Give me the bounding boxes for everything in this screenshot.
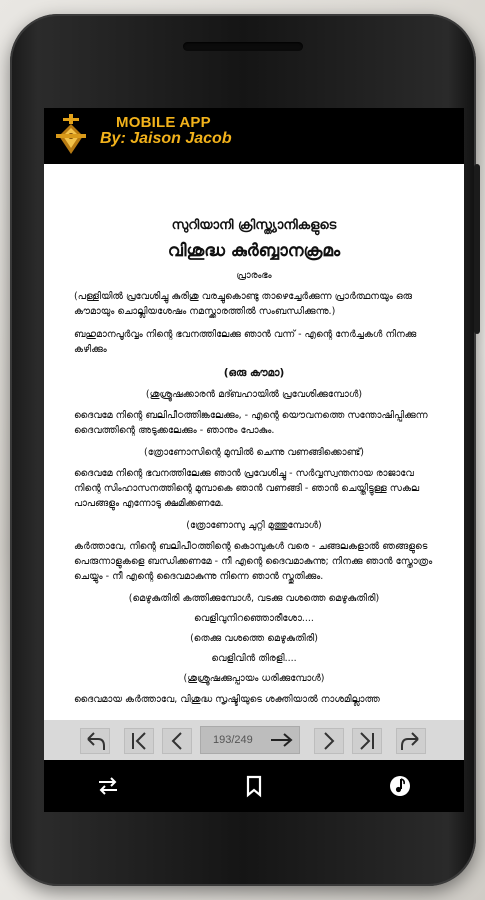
first-page-icon <box>125 729 153 753</box>
rubric-text: (ത്രോണോസു ചുറ്റി മുത്തുമ്പോൾ) <box>186 520 322 531</box>
previous-page-button[interactable] <box>162 728 192 754</box>
section-heading: പ്രാരംഭം <box>236 270 272 281</box>
next-page-icon <box>315 729 343 753</box>
section-heading: (ഒരു കൗമാ) <box>223 367 285 379</box>
go-arrow-icon[interactable] <box>269 731 295 749</box>
prayer-text: ബഹുമാനപൂർവ്വം നിന്റെ ഭവനത്തിലേക്കു ഞാൻ വന്ന് - എന്റെ നേർച്ചകൾ നിനക്കു കഴിക്കും <box>74 329 417 355</box>
previous-page-icon <box>163 729 191 753</box>
app-header <box>44 108 464 162</box>
undo-button[interactable] <box>80 728 110 754</box>
document-subtitle: സുറിയാനി ക്രിസ്ത്യാനികളുടെ <box>171 218 337 233</box>
page-navigation-toolbar <box>44 720 464 760</box>
page-number-field[interactable] <box>200 726 300 754</box>
document-title: വിശുദ്ധ കുർബ്ബാനക്രമം <box>167 241 341 261</box>
prayer-text: വെളിവുനിറഞ്ഞൊരീശോ.... <box>194 613 314 624</box>
prayer-text: വെളിവിൻ തിരളി.... <box>211 653 297 664</box>
swap-arrows-icon[interactable] <box>96 774 120 798</box>
music-note-icon[interactable] <box>388 774 412 798</box>
rubric-text: (തെക്കു വശത്തെ മെഴുകുതിരി) <box>190 633 318 644</box>
prayer-text: കർത്താവേ, നിന്റെ ബലിപീഠത്തിന്റെ കൊമ്പുകൾ വരെ - ചങ്ങലകളാൽ ഞങ്ങളുടെ പെരുന്നാളുകളെ ബന്ധിക്കണമേ - നീ എന്റെ ദൈവമാകുന്നു; നിനക്കു ഞാൻ സ്തോത്രം ചെയ്യും - നീ എന്റെ ദൈവമാകുന്നു നിന്നെ ഞാൻ സ്തുതിക്കും. <box>74 541 433 582</box>
prayer-text: ദൈവമേ നിന്റെ ഭവനത്തിലേക്കു ഞാൻ പ്രവേശിച്ചു - സർവ്വസ്വന്തനായ രാജാവേ നിന്റെ സിംഹാസനത്തിന്റെ മുമ്പാകെ ഞാൻ വണങ്ങി - ഞാൻ ചെയ്തിട്ടുള്ള സകല പാപങ്ങളും എന്നോടു ക്ഷമിക്കണമേ. <box>74 468 420 509</box>
phone-frame <box>10 14 476 886</box>
volume-button <box>474 164 480 334</box>
last-page-button[interactable] <box>352 728 382 754</box>
app-title: MOBILE APP <box>116 114 211 131</box>
app-author: By: Jaison Jacob <box>100 130 232 147</box>
prayer-text: ദൈവമായ കർത്താവേ, വിശുദ്ധ സൃഷ്ടിയുടെ ശക്തിയാൽ നാശമില്ലാത്ത <box>74 694 380 705</box>
page-counter-text: 193/249 <box>213 734 253 746</box>
bookmark-icon[interactable] <box>242 774 266 798</box>
last-page-icon <box>353 729 381 753</box>
bottom-action-bar <box>44 760 464 812</box>
first-page-button[interactable] <box>124 728 154 754</box>
prayer-text: ദൈവമേ നിന്റെ ബലിപീഠത്തിങ്കലേക്കും, - എന്റെ യൌവനത്തെ സന്തോഷിപ്പിക്കുന്ന ദൈവത്തിന്റെ അടുക്കലേക്കും - ഞാനും പോകും. <box>74 410 428 436</box>
next-page-button[interactable] <box>314 728 344 754</box>
redo-button[interactable] <box>396 728 426 754</box>
screen <box>44 108 464 812</box>
rubric-text: (ത്രോണോസിന്റെ മുമ്പിൽ ചെന്നു വണങ്ങിക്കൊണ്ട്) <box>143 447 365 458</box>
rubric-text: (ശുശ്രൂഷക്കാരൻ മദ്ബഹായിൽ പ്രവേശിക്കുമ്പോൾ) <box>145 389 363 400</box>
rubric-text: (മെഴുകുതിരി കത്തിക്കുമ്പോൾ, വടക്കു വശത്തെ മെഴുകുതിരി) <box>128 593 380 604</box>
rubric-text: (പള്ളിയിൽ പ്രവേശിച്ചു കുരിശു വരച്ചുകൊണ്ടു താഴെച്ചേർക്കുന്ന പ്രാർത്ഥനയും ഒരു കൗമായും ചൊല്ലിയശേഷം നമസ്ക്കാരത്തിൽ സംബന്ധിക്കുന്നു.) <box>74 291 412 317</box>
earpiece-speaker <box>183 42 303 51</box>
document-page[interactable] <box>44 164 464 720</box>
undo-icon <box>81 729 109 753</box>
redo-icon <box>397 729 425 753</box>
ornate-cross-icon <box>56 114 86 156</box>
rubric-text: (ശുശ്രൂഷക്കുപ്പായം ധരിക്കുമ്പോൾ) <box>183 673 325 684</box>
